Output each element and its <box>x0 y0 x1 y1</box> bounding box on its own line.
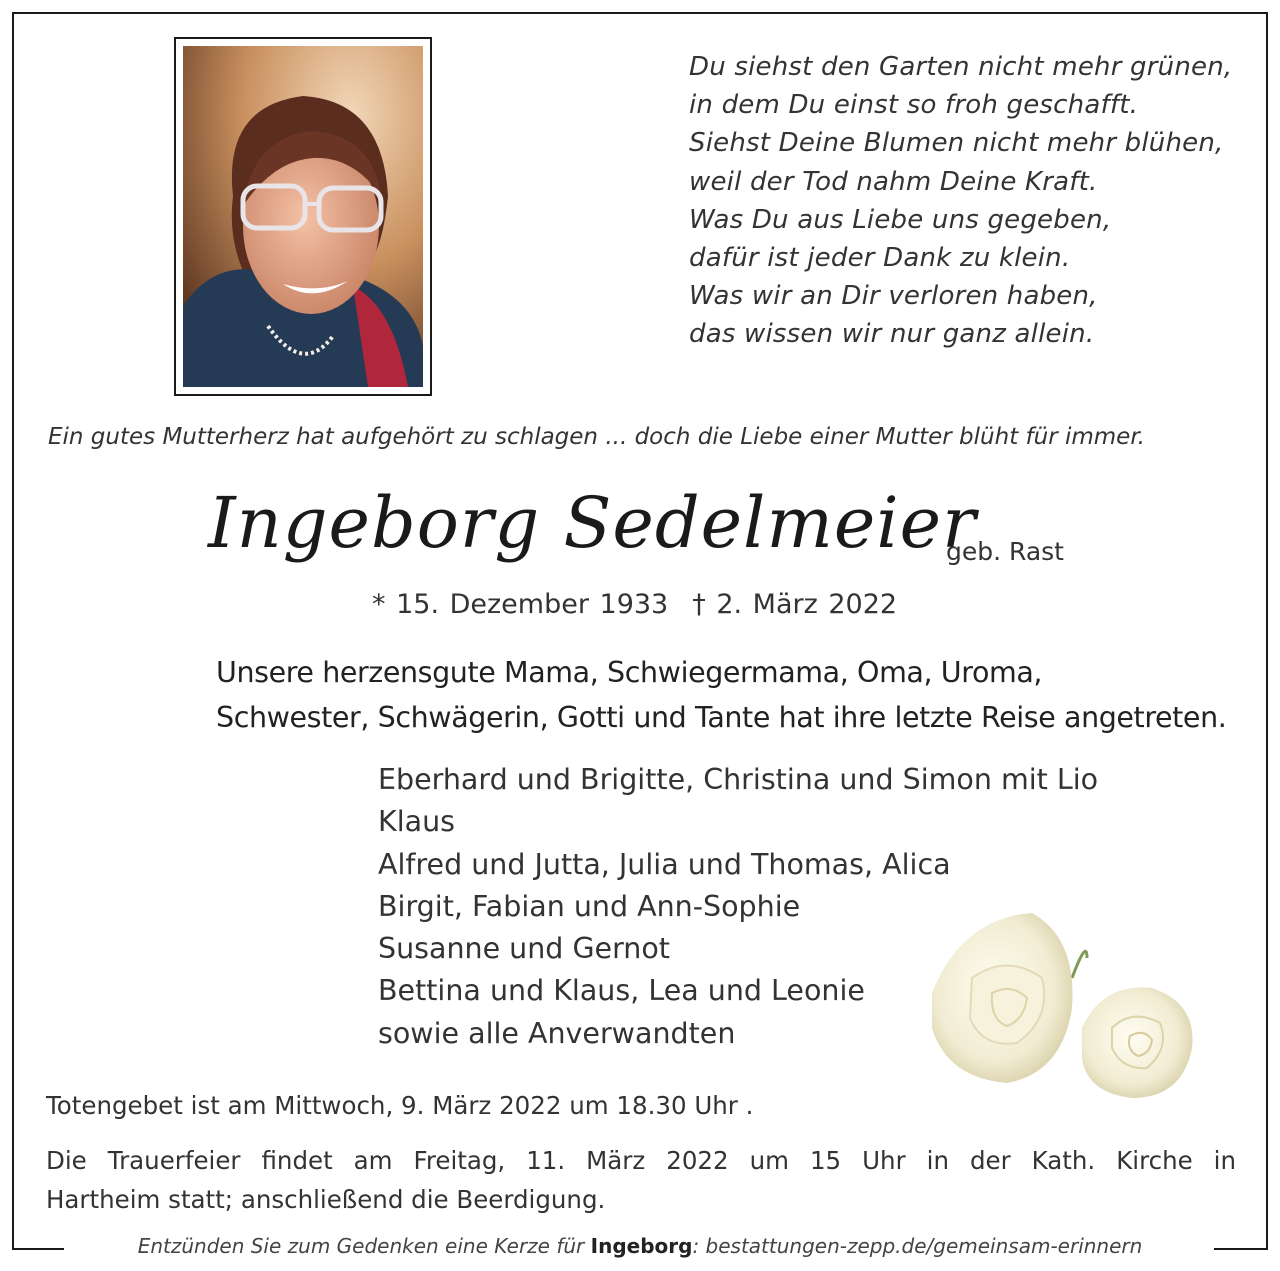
footer-first-name: Ingeborg <box>590 1234 693 1258</box>
family-line: Alfred und Jutta, Julia und Thomas, Alica <box>378 847 951 881</box>
death-date: † 2. März 2022 <box>692 589 898 620</box>
deceased-name: Ingeborg Sedelmeier <box>208 482 977 564</box>
service-info <box>46 1141 1236 1219</box>
family-line: Klaus <box>378 805 455 839</box>
footer-candle-note <box>0 1234 1280 1258</box>
white-roses-image <box>912 898 1234 1118</box>
poem-line: Was wir an Dir verloren haben, <box>689 281 1098 312</box>
intro-line: Schwester, Schwägerin, Gotti und Tante hat ihre letzte Reise angetreten. <box>216 701 1227 734</box>
family-line: sowie alle Anverwandten <box>378 1016 736 1050</box>
poem-line: in dem Du einst so froh geschafft. <box>689 90 1139 121</box>
maiden-name: geb. Rast <box>946 537 1064 566</box>
poem-line: Siehst Deine Blumen nicht mehr blühen, <box>689 128 1224 159</box>
footer-prefix: Entzünden Sie zum Gedenken eine Kerze für <box>137 1234 591 1258</box>
poem-line: das wissen wir nur ganz allein. <box>689 319 1095 350</box>
family-line: Eberhard und Brigitte, Christina und Simon mit Lio <box>378 763 1099 796</box>
poem <box>689 48 1249 354</box>
intro-line: Unsere herzensgute Mama, Schwiegermama, Oma, Uroma, <box>216 656 1043 689</box>
poem-line: weil der Tod nahm Deine Kraft. <box>689 166 1098 197</box>
intro-text <box>216 650 1246 740</box>
portrait-photo <box>183 46 423 387</box>
motto: Ein gutes Mutterherz hat aufgehört zu schlagen ... doch die Liebe einer Mutter blüht für immer. <box>48 424 1145 450</box>
service-line: Die Trauerfeier findet am Freitag, 11. März 2022 um 15 Uhr in der Kath. Kirche in <box>46 1146 1236 1175</box>
birth-date: * 15. Dezember 1933 <box>372 589 669 620</box>
prayer-info: Totengebet ist am Mittwoch, 9. März 2022 um 18.30 Uhr . <box>46 1091 754 1120</box>
footer-link[interactable]: : bestattungen-zepp.de/gemeinsam-erinnern <box>692 1234 1143 1258</box>
family-line: Susanne und Gernot <box>378 932 670 966</box>
portrait-frame <box>174 37 432 396</box>
life-dates <box>372 589 897 620</box>
service-line: Hartheim statt; anschließend die Beerdigung. <box>46 1185 606 1214</box>
family-line: Birgit, Fabian und Ann-Sophie <box>378 889 801 923</box>
family-line: Bettina und Klaus, Lea und Leonie <box>378 974 865 1008</box>
poem-line: Was Du aus Liebe uns gegeben, <box>689 204 1112 235</box>
poem-line: dafür ist jeder Dank zu klein. <box>689 243 1071 274</box>
name-row <box>208 482 977 564</box>
poem-line: Du siehst den Garten nicht mehr grünen, <box>689 52 1233 82</box>
